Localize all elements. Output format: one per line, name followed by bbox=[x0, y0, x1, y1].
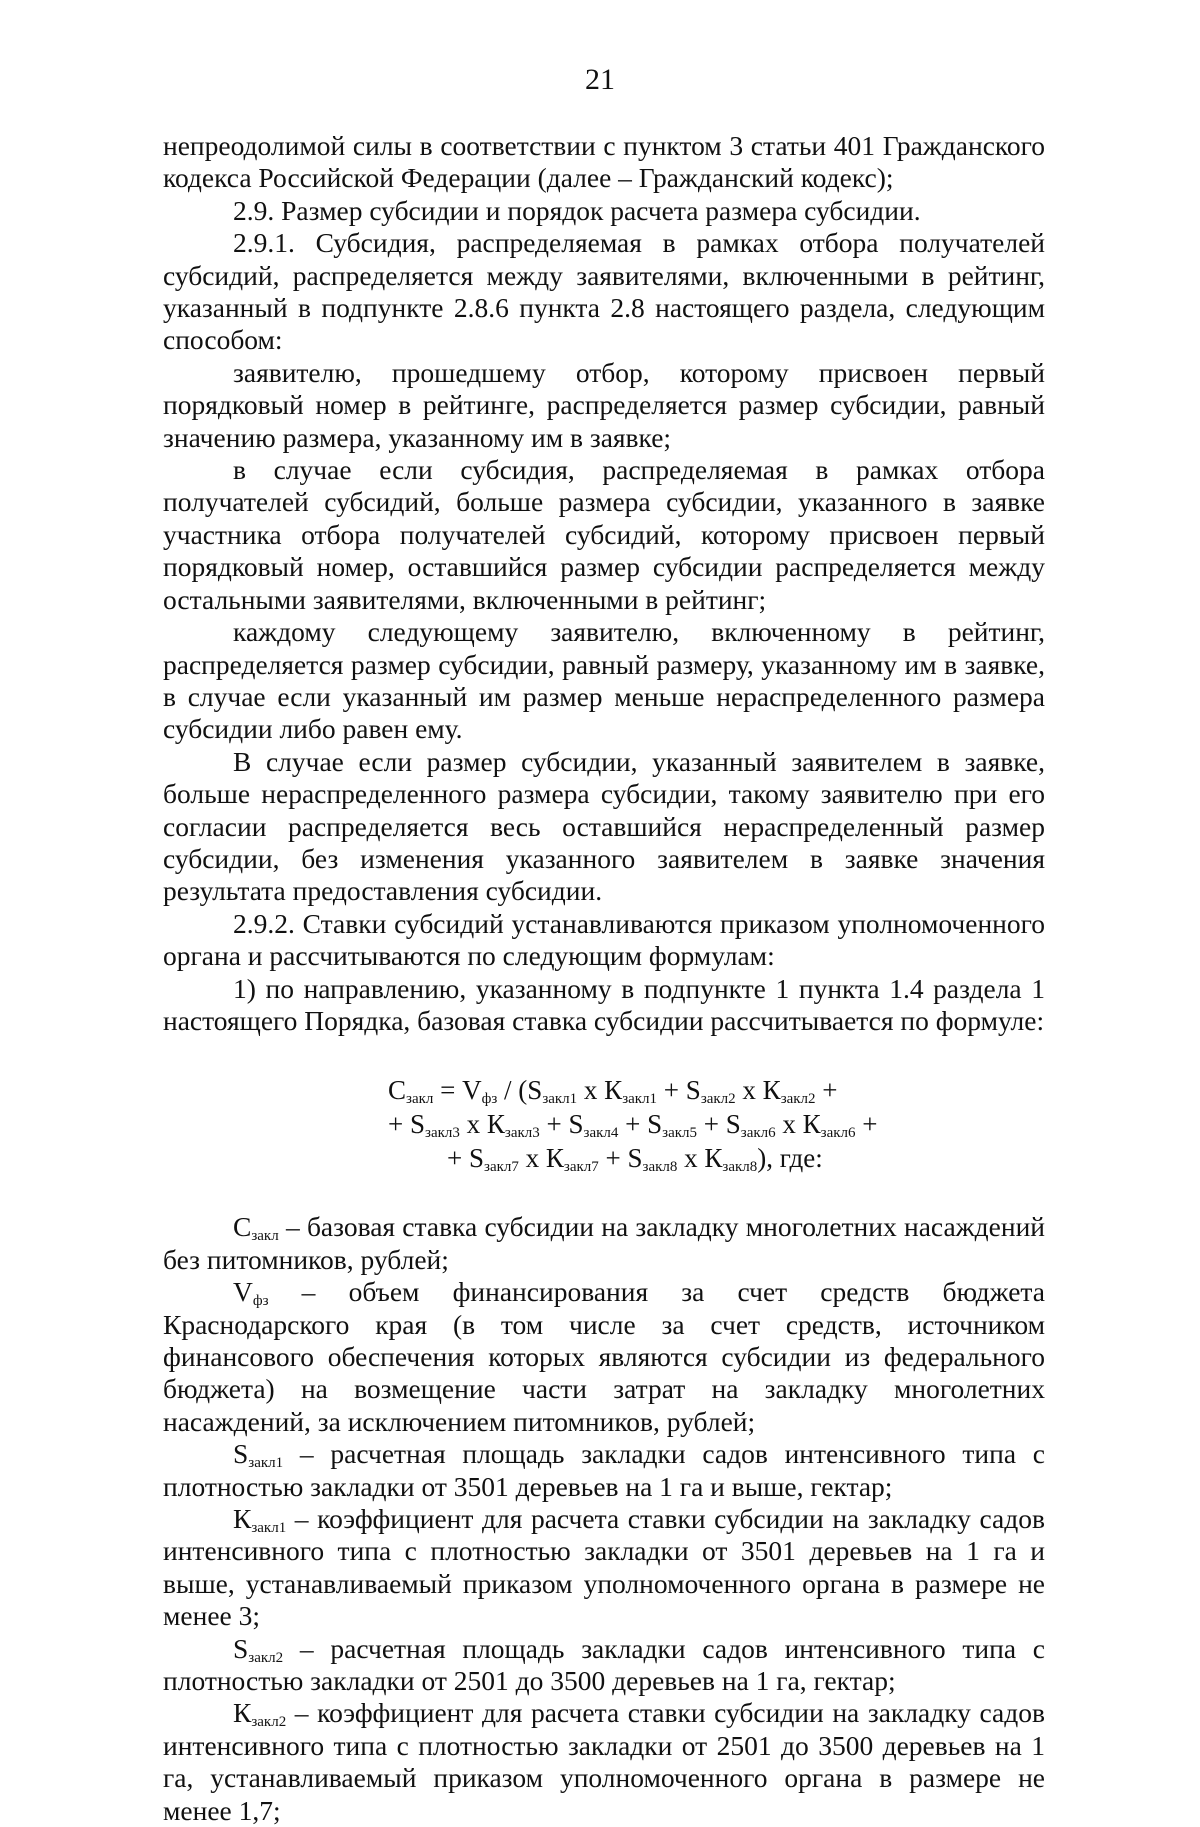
paragraph: заявителю, прошедшему отбор, которому присвоен первый порядковый номер в рейтинге, распределяется размер субсидии, равный значению размера, указанному им в заявке; bbox=[163, 356, 1045, 453]
formula-line-2: + $S_{закл3}$ х $К_{закл3} + S_{закл4} + S_{закл5} + S_{закл6}$ х $К_{закл6}$ + bbox=[388, 1109, 878, 1142]
paragraph: в случае если субсидия, распределяемая в рамках отбора получателей субсидий, больше размера субсидии, указанного в заявке участника отбора получателей субсидий, которому присвоен первый порядковый номер, оставшийся размер субсидии распределяется между остальными заявителями, включенными в рейтинг; bbox=[163, 454, 1045, 615]
section-heading: 2.9. Размер субсидии и порядок расчета размера субсидии. bbox=[233, 194, 921, 226]
paragraph: непреодолимой силы в соответствии с пунктом 3 статьи 401 Гражданского кодекса Российской Федерации (далее – Гражданский кодекс); bbox=[163, 130, 1045, 194]
definition-paragraph: $К_{закл1}$ – коэффициент для расчета ставки субсидии на закладку садов интенсивного типа с плотностью закладки от 3501 деревьев на 1 га и выше, устанавливаемый приказом уполномоченного органа в размере не менее 3; bbox=[163, 1503, 1045, 1632]
formula-block bbox=[163, 1073, 1045, 1175]
page-number: 21 bbox=[585, 63, 615, 96]
definition-paragraph: $S_{закл2}$ – расчетная площадь закладки садов интенсивного типа с плотностью закладки от 2501 до 3500 деревьев на 1 га, гектар; bbox=[163, 1632, 1045, 1697]
paragraph: 1) по направлению, указанному в подпункте 1 пункта 1.4 раздела 1 настоящего Порядка, базовая ставка субсидии рассчитывается по формуле: bbox=[163, 972, 1045, 1036]
definition-paragraph: $V_{фз}$ – объем финансирования за счет средств бюджета Краснодарского края (в том числе за счет средств, источником финансового обеспечения которых являются субсидии из федерального бюджета) на возмещение части затрат на закладку многолетних насаждений, за исключением питомников, рублей; bbox=[163, 1276, 1045, 1437]
formula-line-3: + $S_{закл7}$ х $К_{закл7} + S_{закл8}$ х $К_{закл8}$), где: bbox=[447, 1143, 823, 1176]
paragraph: 2.9.1. Субсидия, распределяемая в рамках отбора получателей субсидий, распределяется между заявителями, включенными в рейтинг, указанный в подпункте 2.8.6 пункта 2.8 настоящего раздела, следующим способом: bbox=[163, 227, 1045, 356]
formula-line-1: $С_{закл} = V_{фз} / (S_{закл1}$ х $К_{закл1} + S_{закл2}$ х $К_{закл2}$ + bbox=[388, 1075, 838, 1108]
document-body bbox=[163, 130, 1045, 1827]
definition-paragraph: $С_{закл}$ – базовая ставка субсидии на закладку многолетних насаждений без питомников, рублей; bbox=[163, 1211, 1045, 1275]
definition-paragraph: $К_{закл2}$ – коэффициент для расчета ставки субсидии на закладку садов интенсивного типа с плотностью закладки от 2501 до 3500 деревьев на 1 га, устанавливаемый приказом уполномоченного органа в размере не менее 1,7; bbox=[163, 1697, 1045, 1826]
paragraph: каждому следующему заявителю, включенному в рейтинг, распределяется размер субсидии, равный размеру, указанному им в заявке, в случае если указанный им размер меньше нераспределенного размера субсидии либо равен ему. bbox=[163, 616, 1045, 745]
definition-paragraph: $S_{закл1}$ – расчетная площадь закладки садов интенсивного типа с плотностью закладки от 3501 деревьев на 1 га и выше, гектар; bbox=[163, 1438, 1045, 1502]
paragraph: 2.9.2. Ставки субсидий устанавливаются приказом уполномоченного органа и рассчитываются по следующим формулам: bbox=[163, 907, 1045, 972]
paragraph: В случае если размер субсидии, указанный заявителем в заявке, больше нераспределенного размера субсидии, такому заявителю при его согласии распределяется весь оставшийся нераспределенный размер субсидии, без изменения указанного заявителем в заявке значения результата предоставления субсидии. bbox=[163, 745, 1045, 907]
